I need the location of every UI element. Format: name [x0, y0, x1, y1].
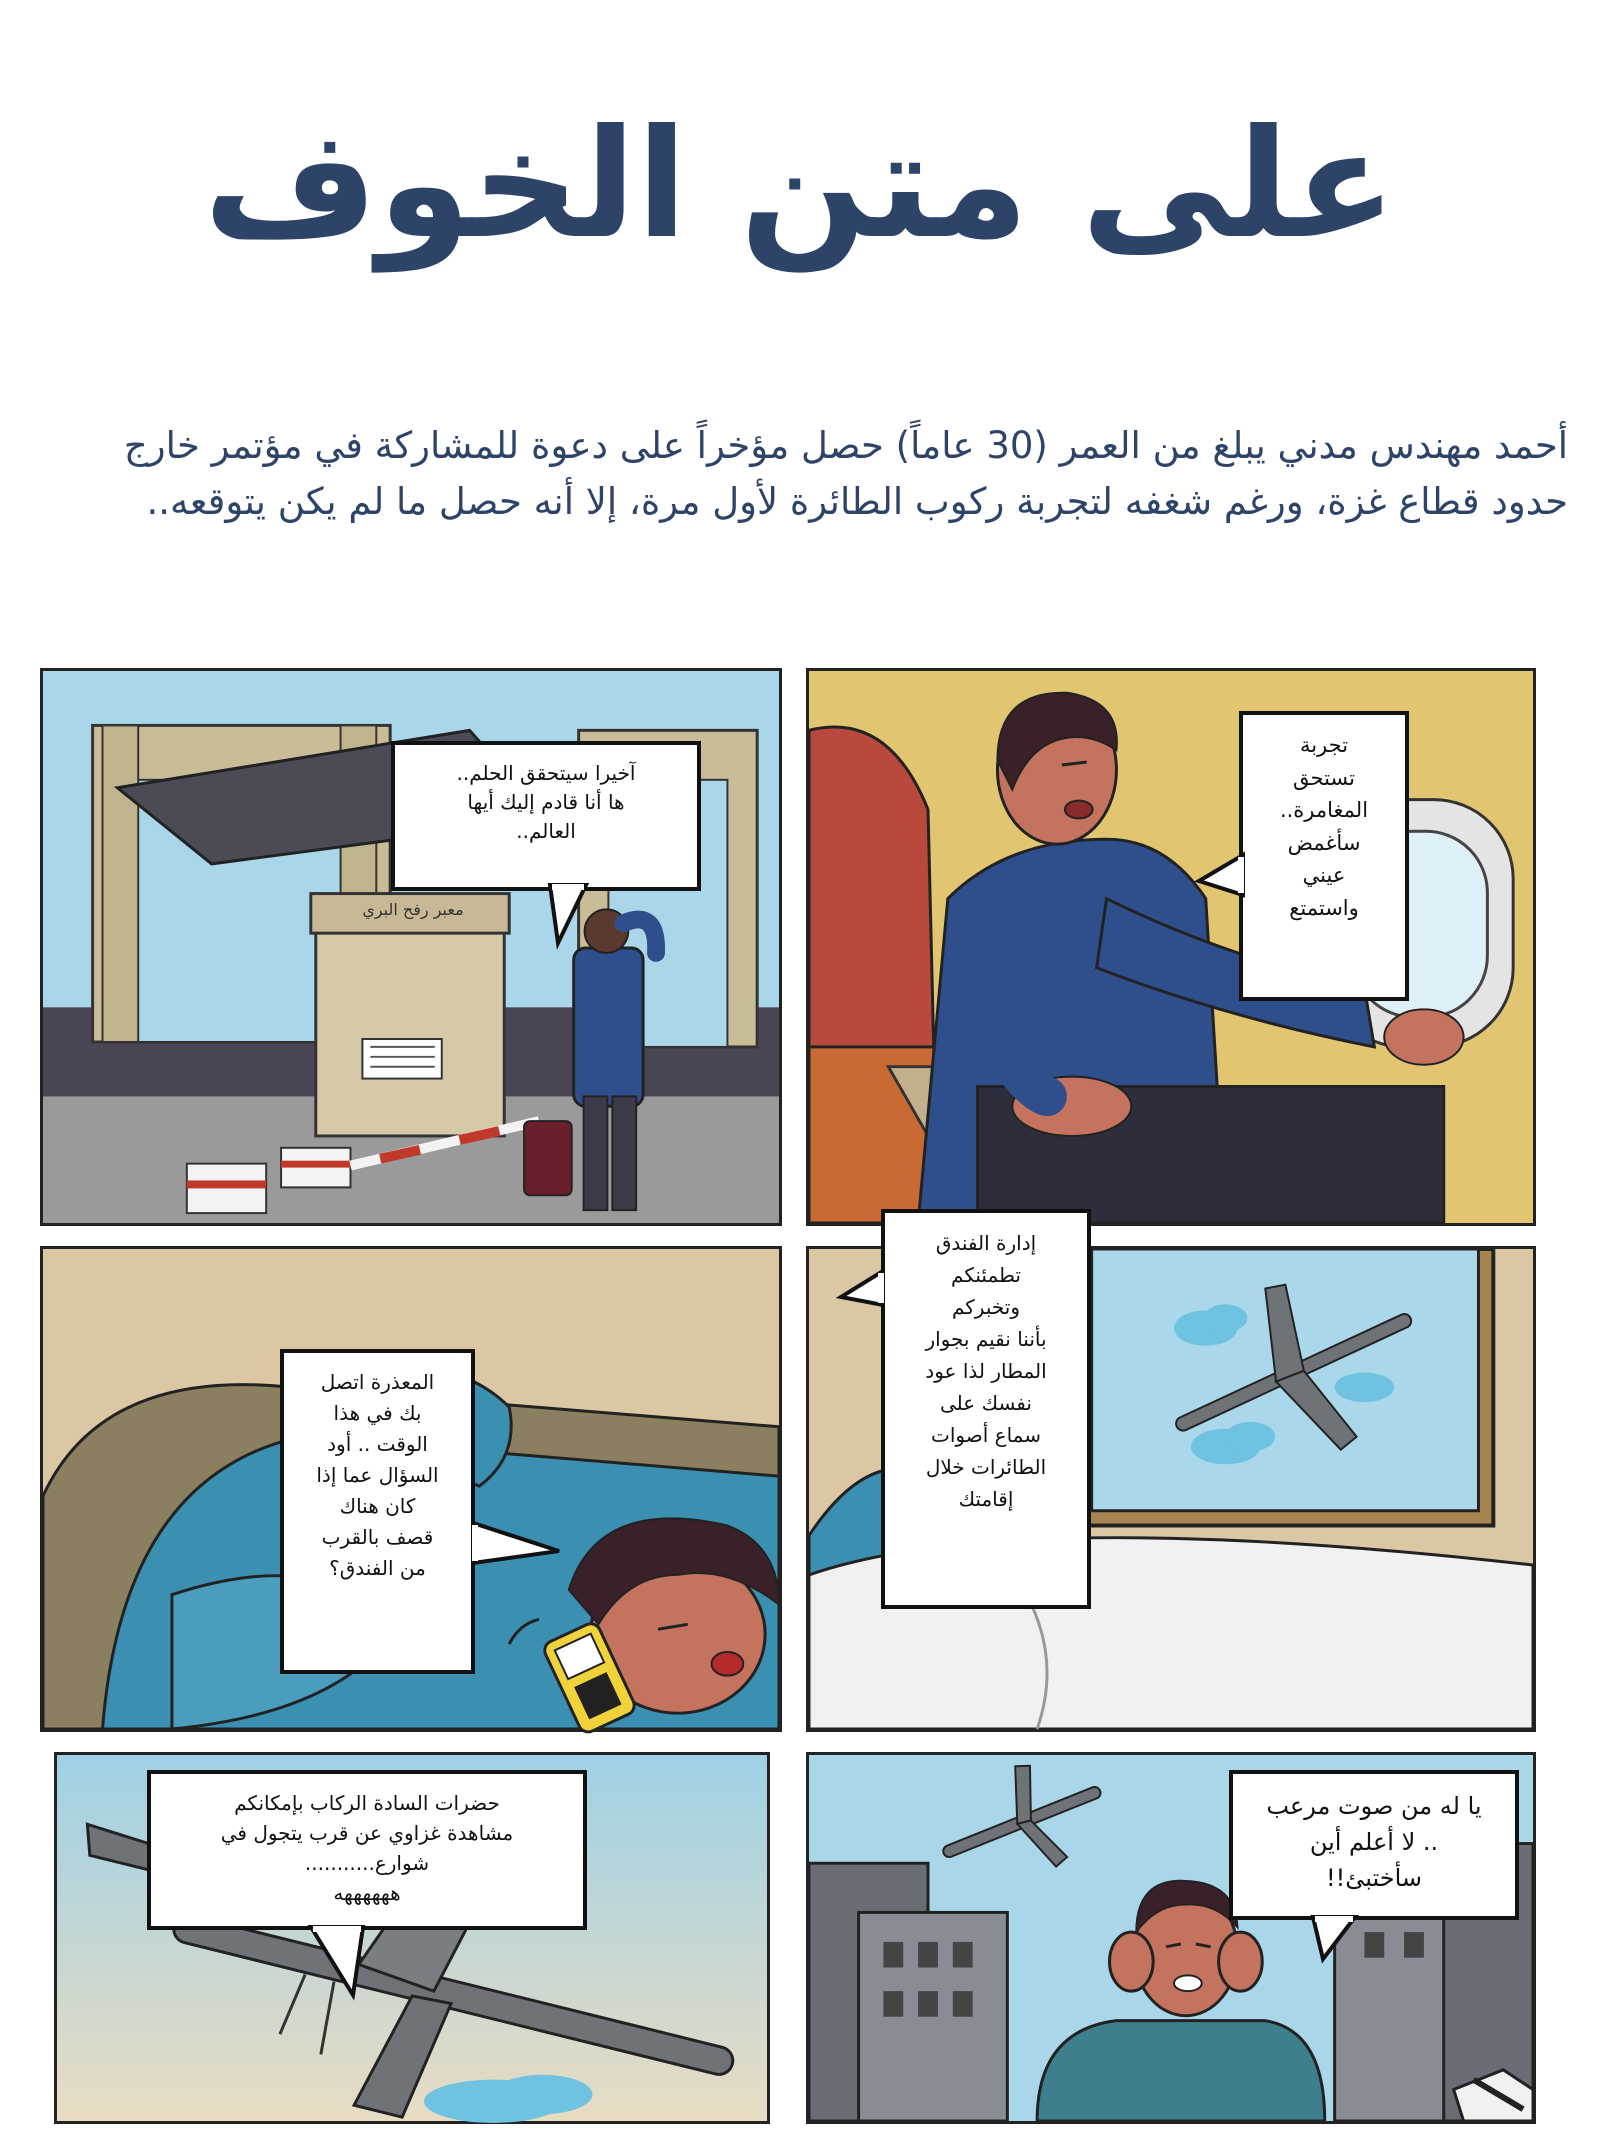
bubble-line: إقامتك	[958, 1487, 1014, 1511]
bubble-line: عيني	[1302, 863, 1346, 888]
crossing-sign: معبر رفح البري	[362, 900, 464, 919]
bubble-line: المغامرة..	[1279, 798, 1369, 823]
speech-bubble-tail	[1197, 851, 1245, 901]
bubble-line: سأختبئ!!	[1326, 1864, 1422, 1892]
page-title: على متن الخوف	[203, 98, 1397, 272]
panel-crossing	[40, 668, 782, 1226]
bubble-line: من الفندق؟	[329, 1556, 426, 1580]
panel-drone-announcement	[54, 1752, 770, 2124]
speech-bubble-tail	[1309, 1915, 1359, 1961]
panel-scared-man	[806, 1752, 1536, 2124]
bubble-line: الوقت .. أود	[327, 1432, 428, 1456]
bubble-line: تستحق	[1293, 765, 1355, 790]
bubble-line: .. لا أعلم أين	[1309, 1828, 1439, 1856]
bubble-line: ههههههه	[333, 1881, 401, 1905]
bubble-line: واستمتع	[1289, 895, 1359, 920]
bubble-line: بك في هذا	[333, 1401, 422, 1425]
bubble-line: حضرات السادة الركاب بإمكانكم	[234, 1791, 500, 1815]
speech-bubble-tail	[839, 1269, 885, 1309]
bubble-line: تطمئنكم	[951, 1263, 1021, 1287]
bubble-line: مشاهدة غزاوي عن قرب يتجول في	[220, 1821, 514, 1845]
bubble-line: تجربة	[1299, 733, 1349, 757]
bubble-line: وتخبركم	[951, 1295, 1021, 1319]
panel-hotel-room	[806, 1231, 1536, 1732]
speech-bubble-phone-call	[280, 1349, 475, 1674]
plane-seat-illustration	[809, 671, 1533, 1223]
bubble-line: السؤال عما إذا	[316, 1463, 439, 1487]
bubble-line: العالم..	[516, 819, 576, 843]
bubble-line: إدارة الفندق	[935, 1231, 1037, 1255]
panel-phone-call	[40, 1246, 782, 1732]
bubble-line: قصف بالقرب	[321, 1525, 434, 1549]
bubble-line: يا له من صوت مرعب	[1266, 1792, 1482, 1820]
speech-bubble-crossing	[391, 741, 701, 891]
speech-bubble-drone-announcement	[147, 1770, 587, 1930]
bubble-line: سماع أصوات	[931, 1423, 1041, 1447]
panel-plane-seat	[806, 668, 1536, 1226]
speech-bubble-tail	[471, 1519, 561, 1569]
bubble-line: بأننا نقيم بجوار	[925, 1327, 1047, 1351]
speech-bubble-plane-seat	[1239, 711, 1409, 1001]
bubble-line: المطار لذا عود	[925, 1359, 1047, 1383]
speech-bubble-scared-man	[1229, 1770, 1519, 1920]
bubble-line: شوارع...........	[304, 1851, 430, 1875]
bubble-line: المعذرة اتصل	[320, 1370, 435, 1394]
bubble-line: سأغمض	[1287, 830, 1361, 855]
bubble-line: آخيرا سيتحقق الحلم..	[456, 761, 636, 785]
bubble-line: كان هناك	[339, 1494, 416, 1518]
speech-bubble-tail	[307, 1925, 367, 1997]
bubble-line: ها أنا قادم إليك أيها	[467, 790, 625, 814]
speech-bubble-hotel-room	[881, 1209, 1091, 1609]
bubble-line: الطائرات خلال	[925, 1455, 1047, 1479]
bubble-line: نفسك على	[940, 1391, 1032, 1415]
speech-bubble-tail	[548, 885, 588, 945]
intro-text: أحمد مهندس مدني يبلغ من العمر (30 عاماً) حصل مؤخراً على دعوة للمشاركة في مؤتمر خارج حدود قطاع غزة، ورغم شغفه لتجربة ركوب الطائرة لأول مرة، إلا أنه حصل ما لم يكن يتوقعه..	[123, 424, 1568, 523]
